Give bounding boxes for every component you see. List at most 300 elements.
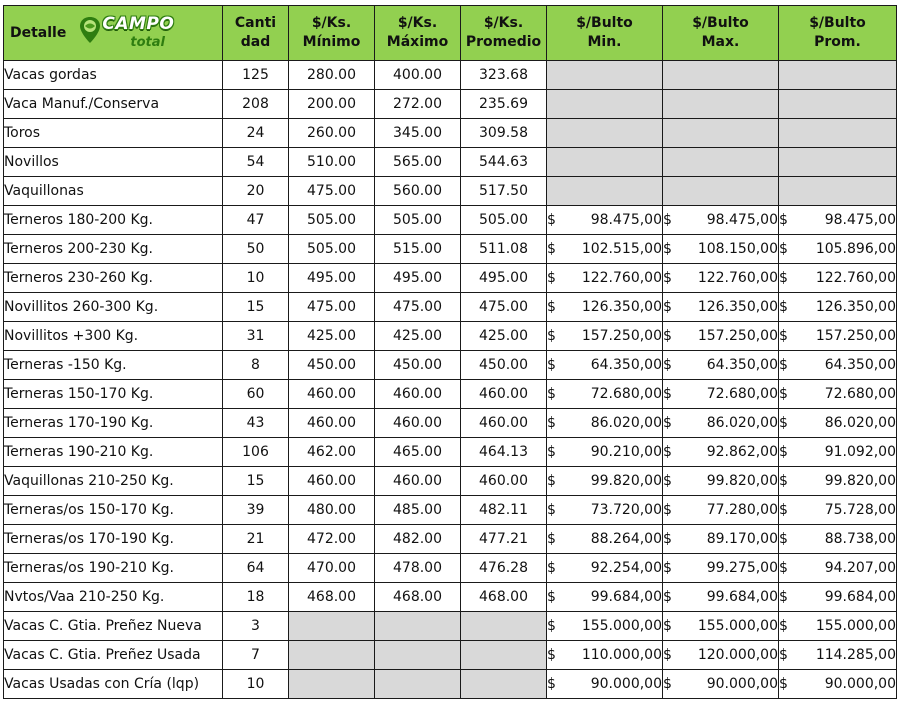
row-ks-min: 462.00: [289, 438, 375, 467]
row-cantidad: 47: [223, 206, 289, 235]
empty-cell: [779, 90, 897, 119]
bulto-value: 99.684,00: [824, 589, 896, 605]
row-detalle: Vaca Manuf./Conserva: [4, 90, 223, 119]
row-ks-min: 472.00: [289, 525, 375, 554]
empty-cell: [663, 90, 779, 119]
bulto-value: 155.000,00: [815, 618, 896, 634]
row-ks-min: 200.00: [289, 90, 375, 119]
empty-cell: [547, 90, 663, 119]
row-bulto-prom: [779, 235, 897, 264]
table-row: [4, 235, 897, 264]
row-bulto-max: [663, 670, 779, 699]
bulto-value: 99.820,00: [706, 473, 778, 489]
row-ks-prom: 460.00: [461, 380, 547, 409]
row-cantidad: 8: [223, 351, 289, 380]
table-row: [4, 206, 897, 235]
empty-cell: [375, 612, 461, 641]
currency-symbol: $: [779, 531, 788, 547]
row-bulto-min: [547, 322, 663, 351]
row-bulto-max: [663, 612, 779, 641]
row-cantidad: 208: [223, 90, 289, 119]
row-bulto-prom: [779, 612, 897, 641]
row-bulto-max: [663, 351, 779, 380]
header-detalle-label: Detalle: [10, 24, 67, 41]
row-ks-min: 460.00: [289, 409, 375, 438]
header-bulto-max: $/Bulto Max.: [663, 6, 779, 61]
currency-symbol: $: [779, 676, 788, 692]
currency-symbol: $: [779, 357, 788, 373]
header-row: [4, 6, 897, 61]
currency-symbol: $: [547, 212, 556, 228]
row-cantidad: 39: [223, 496, 289, 525]
row-ks-min: 468.00: [289, 583, 375, 612]
row-detalle: Terneras/os 150-170 Kg.: [4, 496, 223, 525]
row-cantidad: 21: [223, 525, 289, 554]
currency-symbol: $: [663, 473, 672, 489]
row-bulto-min: [547, 351, 663, 380]
row-cantidad: 54: [223, 148, 289, 177]
row-ks-max: 450.00: [375, 351, 461, 380]
row-ks-max: 505.00: [375, 206, 461, 235]
row-bulto-min: [547, 525, 663, 554]
table-row: [4, 583, 897, 612]
bulto-value: 64.350,00: [590, 357, 662, 373]
empty-cell: [547, 148, 663, 177]
bulto-value: 75.728,00: [824, 502, 896, 518]
row-bulto-min: [547, 380, 663, 409]
bulto-value: 114.285,00: [815, 647, 896, 663]
row-ks-max: 565.00: [375, 148, 461, 177]
currency-symbol: $: [547, 473, 556, 489]
currency-symbol: $: [663, 647, 672, 663]
row-bulto-prom: [779, 322, 897, 351]
bulto-value: 73.720,00: [590, 502, 662, 518]
row-bulto-max: [663, 496, 779, 525]
row-bulto-max: [663, 206, 779, 235]
currency-symbol: $: [663, 212, 672, 228]
row-ks-max: 468.00: [375, 583, 461, 612]
row-bulto-min: [547, 554, 663, 583]
header-bulto-prom: $/Bulto Prom.: [779, 6, 897, 61]
empty-cell: [779, 61, 897, 90]
row-detalle: Terneras -150 Kg.: [4, 351, 223, 380]
row-ks-prom: 511.08: [461, 235, 547, 264]
row-ks-max: 425.00: [375, 322, 461, 351]
row-ks-prom: 460.00: [461, 409, 547, 438]
currency-symbol: $: [663, 270, 672, 286]
currency-symbol: $: [547, 328, 556, 344]
row-detalle: Vaquillonas 210-250 Kg.: [4, 467, 223, 496]
row-detalle: Terneros 200-230 Kg.: [4, 235, 223, 264]
row-bulto-min: [547, 641, 663, 670]
row-ks-max: 478.00: [375, 554, 461, 583]
table-row: [4, 322, 897, 351]
row-cantidad: 125: [223, 61, 289, 90]
header-ks-promedio: $/Ks. Promedio: [461, 6, 547, 61]
row-cantidad: 3: [223, 612, 289, 641]
currency-symbol: $: [663, 299, 672, 315]
row-bulto-min: [547, 612, 663, 641]
currency-symbol: $: [547, 386, 556, 402]
row-cantidad: 15: [223, 293, 289, 322]
row-ks-max: 515.00: [375, 235, 461, 264]
bulto-value: 64.350,00: [706, 357, 778, 373]
header-ks-minimo: $/Ks. Mínimo: [289, 6, 375, 61]
bulto-value: 89.170,00: [706, 531, 778, 547]
currency-symbol: $: [779, 241, 788, 257]
row-detalle: Terneros 180-200 Kg.: [4, 206, 223, 235]
row-bulto-prom: [779, 380, 897, 409]
bulto-value: 120.000,00: [697, 647, 778, 663]
currency-symbol: $: [547, 415, 556, 431]
header-ks-maximo: $/Ks. Máximo: [375, 6, 461, 61]
empty-cell: [375, 670, 461, 699]
row-bulto-min: [547, 206, 663, 235]
bulto-value: 157.250,00: [581, 328, 662, 344]
row-ks-max: 475.00: [375, 293, 461, 322]
currency-symbol: $: [547, 560, 556, 576]
table-row: [4, 409, 897, 438]
empty-cell: [289, 612, 375, 641]
row-ks-prom: 460.00: [461, 467, 547, 496]
bulto-value: 72.680,00: [706, 386, 778, 402]
row-bulto-max: [663, 409, 779, 438]
bulto-value: 126.350,00: [815, 299, 896, 315]
bulto-value: 122.760,00: [581, 270, 662, 286]
bulto-value: 77.280,00: [706, 502, 778, 518]
row-ks-min: 475.00: [289, 177, 375, 206]
table-row: [4, 177, 897, 206]
currency-symbol: $: [779, 328, 788, 344]
bulto-value: 72.680,00: [824, 386, 896, 402]
currency-symbol: $: [779, 560, 788, 576]
row-ks-prom: 476.28: [461, 554, 547, 583]
row-detalle: Terneras/os 170-190 Kg.: [4, 525, 223, 554]
row-ks-max: 482.00: [375, 525, 461, 554]
row-ks-max: 345.00: [375, 119, 461, 148]
empty-cell: [663, 119, 779, 148]
currency-symbol: $: [547, 357, 556, 373]
header-cantidad: Canti dad: [223, 6, 289, 61]
table-row: [4, 525, 897, 554]
bulto-value: 86.020,00: [824, 415, 896, 431]
currency-symbol: $: [547, 618, 556, 634]
bulto-value: 98.475,00: [824, 212, 896, 228]
row-cantidad: 7: [223, 641, 289, 670]
header-detalle: [4, 6, 223, 61]
bulto-value: 90.000,00: [824, 676, 896, 692]
row-bulto-min: [547, 670, 663, 699]
row-detalle: Vacas gordas: [4, 61, 223, 90]
row-cantidad: 15: [223, 467, 289, 496]
row-bulto-max: [663, 583, 779, 612]
currency-symbol: $: [663, 560, 672, 576]
row-bulto-max: [663, 467, 779, 496]
row-ks-prom: 544.63: [461, 148, 547, 177]
row-ks-min: 470.00: [289, 554, 375, 583]
currency-symbol: $: [547, 444, 556, 460]
row-detalle: Novillitos 260-300 Kg.: [4, 293, 223, 322]
header-bulto-min: $/Bulto Min.: [547, 6, 663, 61]
bulto-value: 99.684,00: [706, 589, 778, 605]
row-bulto-prom: [779, 438, 897, 467]
row-ks-prom: 450.00: [461, 351, 547, 380]
row-ks-min: 460.00: [289, 467, 375, 496]
row-bulto-prom: [779, 670, 897, 699]
row-bulto-min: [547, 235, 663, 264]
row-ks-prom: 323.68: [461, 61, 547, 90]
row-detalle: Nvtos/Vaa 210-250 Kg.: [4, 583, 223, 612]
table-row: [4, 496, 897, 525]
row-bulto-min: [547, 496, 663, 525]
row-ks-min: 480.00: [289, 496, 375, 525]
row-bulto-prom: [779, 554, 897, 583]
currency-symbol: $: [779, 502, 788, 518]
row-detalle: Vaquillonas: [4, 177, 223, 206]
row-ks-prom: 475.00: [461, 293, 547, 322]
row-detalle: Terneros 230-260 Kg.: [4, 264, 223, 293]
currency-symbol: $: [779, 618, 788, 634]
currency-symbol: $: [547, 647, 556, 663]
empty-cell: [289, 670, 375, 699]
bulto-value: 91.092,00: [824, 444, 896, 460]
currency-symbol: $: [779, 212, 788, 228]
row-cantidad: 60: [223, 380, 289, 409]
table-row: [4, 119, 897, 148]
row-bulto-max: [663, 264, 779, 293]
row-ks-max: 495.00: [375, 264, 461, 293]
row-ks-max: 400.00: [375, 61, 461, 90]
row-ks-min: 450.00: [289, 351, 375, 380]
currency-symbol: $: [663, 444, 672, 460]
empty-cell: [663, 177, 779, 206]
currency-symbol: $: [663, 328, 672, 344]
row-detalle: Vacas C. Gtia. Preñez Nueva: [4, 612, 223, 641]
bulto-value: 90.000,00: [590, 676, 662, 692]
row-ks-max: 460.00: [375, 380, 461, 409]
row-ks-min: 260.00: [289, 119, 375, 148]
empty-cell: [779, 119, 897, 148]
row-bulto-max: [663, 380, 779, 409]
bulto-value: 64.350,00: [824, 357, 896, 373]
row-cantidad: 106: [223, 438, 289, 467]
row-detalle: Terneras/os 190-210 Kg.: [4, 554, 223, 583]
currency-symbol: $: [547, 502, 556, 518]
row-ks-prom: 425.00: [461, 322, 547, 351]
row-bulto-prom: [779, 409, 897, 438]
row-cantidad: 64: [223, 554, 289, 583]
row-bulto-prom: [779, 293, 897, 322]
table-row: [4, 351, 897, 380]
row-detalle: Vacas Usadas con Cría (lqp): [4, 670, 223, 699]
bulto-value: 86.020,00: [590, 415, 662, 431]
bulto-value: 110.000,00: [581, 647, 662, 663]
row-ks-max: 485.00: [375, 496, 461, 525]
row-bulto-prom: [779, 264, 897, 293]
currency-symbol: $: [547, 299, 556, 315]
row-cantidad: 24: [223, 119, 289, 148]
row-cantidad: 10: [223, 264, 289, 293]
bulto-value: 88.264,00: [590, 531, 662, 547]
currency-symbol: $: [663, 502, 672, 518]
row-bulto-max: [663, 438, 779, 467]
empty-cell: [461, 670, 547, 699]
table-row: [4, 148, 897, 177]
bulto-value: 99.684,00: [590, 589, 662, 605]
table-row: [4, 293, 897, 322]
row-ks-prom: 235.69: [461, 90, 547, 119]
row-cantidad: 43: [223, 409, 289, 438]
currency-symbol: $: [663, 676, 672, 692]
empty-cell: [375, 641, 461, 670]
bulto-value: 108.150,00: [697, 241, 778, 257]
table-row: [4, 467, 897, 496]
empty-cell: [547, 177, 663, 206]
row-ks-prom: 464.13: [461, 438, 547, 467]
row-ks-prom: 468.00: [461, 583, 547, 612]
row-bulto-prom: [779, 351, 897, 380]
bulto-value: 99.820,00: [824, 473, 896, 489]
row-bulto-prom: [779, 496, 897, 525]
row-bulto-prom: [779, 467, 897, 496]
row-ks-min: 505.00: [289, 235, 375, 264]
logo-text-total: total: [130, 35, 165, 50]
empty-cell: [547, 119, 663, 148]
empty-cell: [461, 612, 547, 641]
currency-symbol: $: [779, 647, 788, 663]
currency-symbol: $: [779, 415, 788, 431]
bulto-value: 157.250,00: [815, 328, 896, 344]
row-bulto-prom: [779, 583, 897, 612]
empty-cell: [663, 61, 779, 90]
bulto-value: 92.862,00: [706, 444, 778, 460]
bulto-value: 98.475,00: [590, 212, 662, 228]
currency-symbol: $: [779, 270, 788, 286]
table-body: [4, 61, 897, 699]
row-detalle: Terneras 150-170 Kg.: [4, 380, 223, 409]
row-bulto-min: [547, 467, 663, 496]
campo-total-logo: [78, 13, 188, 53]
row-detalle: Terneras 170-190 Kg.: [4, 409, 223, 438]
bulto-value: 122.760,00: [697, 270, 778, 286]
row-detalle: Novillos: [4, 148, 223, 177]
currency-symbol: $: [547, 531, 556, 547]
row-bulto-min: [547, 583, 663, 612]
empty-cell: [663, 148, 779, 177]
row-detalle: Toros: [4, 119, 223, 148]
row-ks-prom: 505.00: [461, 206, 547, 235]
row-ks-max: 460.00: [375, 409, 461, 438]
table-row: [4, 438, 897, 467]
row-ks-prom: 495.00: [461, 264, 547, 293]
row-bulto-max: [663, 554, 779, 583]
currency-symbol: $: [779, 386, 788, 402]
currency-symbol: $: [779, 299, 788, 315]
table-row: [4, 641, 897, 670]
row-bulto-min: [547, 409, 663, 438]
currency-symbol: $: [663, 241, 672, 257]
currency-symbol: $: [779, 444, 788, 460]
currency-symbol: $: [547, 270, 556, 286]
currency-symbol: $: [663, 415, 672, 431]
bulto-value: 102.515,00: [581, 241, 662, 257]
row-ks-max: 272.00: [375, 90, 461, 119]
bulto-value: 122.760,00: [815, 270, 896, 286]
currency-symbol: $: [663, 386, 672, 402]
table-row: [4, 380, 897, 409]
bulto-value: 98.475,00: [706, 212, 778, 228]
row-bulto-max: [663, 293, 779, 322]
currency-symbol: $: [663, 589, 672, 605]
row-ks-min: 510.00: [289, 148, 375, 177]
row-cantidad: 18: [223, 583, 289, 612]
price-table: [3, 5, 897, 699]
row-ks-max: 460.00: [375, 467, 461, 496]
currency-symbol: $: [779, 589, 788, 605]
currency-symbol: $: [779, 473, 788, 489]
row-ks-prom: 482.11: [461, 496, 547, 525]
row-bulto-max: [663, 525, 779, 554]
bulto-value: 92.254,00: [590, 560, 662, 576]
row-ks-min: 505.00: [289, 206, 375, 235]
row-bulto-prom: [779, 206, 897, 235]
row-ks-min: 280.00: [289, 61, 375, 90]
bulto-value: 157.250,00: [697, 328, 778, 344]
logo-text-campo: CAMPO: [102, 14, 175, 34]
table-row: [4, 612, 897, 641]
row-ks-min: 460.00: [289, 380, 375, 409]
empty-cell: [779, 177, 897, 206]
table-row: [4, 670, 897, 699]
bulto-value: 94.207,00: [824, 560, 896, 576]
currency-symbol: $: [663, 531, 672, 547]
row-detalle: Vacas C. Gtia. Preñez Usada: [4, 641, 223, 670]
bulto-value: 88.738,00: [824, 531, 896, 547]
empty-cell: [779, 148, 897, 177]
row-ks-max: 465.00: [375, 438, 461, 467]
bulto-value: 105.896,00: [815, 241, 896, 257]
row-bulto-min: [547, 293, 663, 322]
bulto-value: 90.000,00: [706, 676, 778, 692]
bulto-value: 72.680,00: [590, 386, 662, 402]
currency-symbol: $: [547, 241, 556, 257]
bulto-value: 155.000,00: [581, 618, 662, 634]
table-row: [4, 554, 897, 583]
currency-symbol: $: [547, 676, 556, 692]
row-ks-prom: 477.21: [461, 525, 547, 554]
empty-cell: [289, 641, 375, 670]
empty-cell: [461, 641, 547, 670]
row-cantidad: 31: [223, 322, 289, 351]
table-row: [4, 61, 897, 90]
bulto-value: 126.350,00: [581, 299, 662, 315]
row-bulto-max: [663, 322, 779, 351]
row-bulto-max: [663, 235, 779, 264]
currency-symbol: $: [663, 618, 672, 634]
row-ks-max: 560.00: [375, 177, 461, 206]
row-ks-min: 425.00: [289, 322, 375, 351]
bulto-value: 126.350,00: [697, 299, 778, 315]
bulto-value: 99.275,00: [706, 560, 778, 576]
row-bulto-min: [547, 438, 663, 467]
row-cantidad: 20: [223, 177, 289, 206]
currency-symbol: $: [547, 589, 556, 605]
row-ks-prom: 517.50: [461, 177, 547, 206]
bulto-value: 99.820,00: [590, 473, 662, 489]
row-detalle: Novillitos +300 Kg.: [4, 322, 223, 351]
table-row: [4, 90, 897, 119]
bulto-value: 155.000,00: [697, 618, 778, 634]
